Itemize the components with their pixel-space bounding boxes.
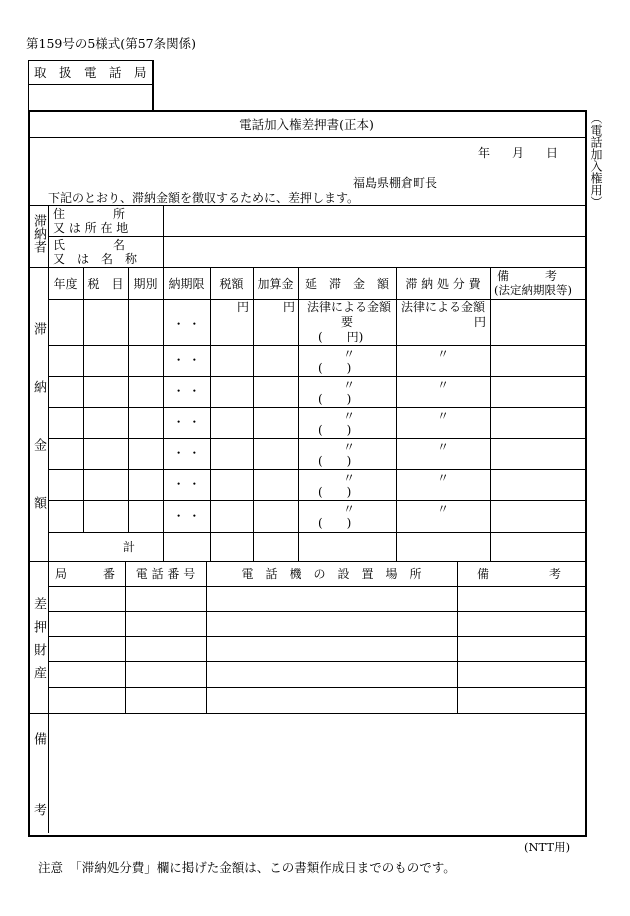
arrears-col-line — [298, 267, 299, 561]
first-row-date-dots: ・ ・ — [172, 317, 201, 331]
seized-row-line — [48, 636, 585, 637]
header-due-date: 納期限 — [168, 277, 205, 291]
row-paren: ( ) — [318, 361, 352, 375]
arrears-col-line — [210, 267, 211, 561]
title-divider — [28, 137, 585, 138]
ditto-mark: 〃 — [437, 471, 450, 485]
handling-office-divider — [28, 84, 152, 85]
taxpayer-label-divider — [163, 205, 164, 267]
arrears-total-line — [48, 532, 585, 533]
header-delinquency: 延 滞 金 額 — [304, 277, 389, 291]
seized-col-line — [457, 561, 458, 713]
arrears-section-label: 滞納金額 — [31, 322, 46, 554]
ditto-mark: 〃 — [437, 440, 450, 454]
header-install-location: 電 話 機 の 設 置 場 所 — [241, 567, 422, 581]
row-date-dots: ・ ・ — [172, 477, 201, 491]
total-label: 計 — [123, 540, 136, 554]
address-field[interactable] — [166, 207, 582, 234]
delinquency-text-3: ( 円) — [318, 330, 364, 344]
fee-text-1: 法律による金額 — [401, 300, 486, 314]
handling-office-field[interactable] — [30, 86, 148, 106]
seized-row-line — [48, 687, 585, 688]
ditto-mark: 〃 — [343, 409, 356, 423]
side-note: （電話加入権用） — [589, 112, 603, 208]
footnote: 注意 「滞納処分費」欄に掲げた金額は、この書類作成日までのものです。 — [38, 860, 456, 875]
arrears-col-line — [396, 267, 397, 561]
intro-text: 下記のとおり、滞納金額を徴収するために、差押します。 — [48, 191, 360, 205]
header-seized-remarks: 備 考 — [477, 567, 562, 581]
header-remarks-1: 備 考 — [497, 269, 558, 283]
header-surcharge: 加算金 — [257, 277, 294, 291]
tax-unit: 円 — [237, 300, 250, 314]
ntt-note: (NTT用) — [524, 840, 571, 854]
seized-col-line — [206, 561, 207, 713]
taxpayer-bottom-line — [28, 267, 585, 268]
date-day: 日 — [546, 146, 559, 160]
taxpayer-section-label: 滞納者 — [31, 214, 46, 253]
ditto-mark: 〃 — [437, 347, 450, 361]
row-paren: ( ) — [318, 392, 352, 406]
arrears-col-line — [253, 267, 254, 561]
name-label-2: 又 は 名 称 — [53, 252, 138, 266]
date-year: 年 — [478, 146, 491, 160]
arrears-col-line — [128, 267, 129, 532]
seized-section-label: 差押財産 — [31, 597, 46, 689]
seized-row-line — [48, 661, 585, 662]
ditto-mark: 〃 — [437, 409, 450, 423]
header-period: 期別 — [133, 277, 158, 291]
seized-row-line — [48, 611, 585, 612]
delinquency-text-1: 法律による金額 — [307, 300, 392, 314]
header-tax-amount: 税額 — [219, 277, 244, 291]
doc-title: 電話加入権差押書(正本) — [239, 117, 374, 132]
taxpayer-top-line — [28, 205, 585, 206]
remarks-section-label: 備考 — [31, 732, 46, 874]
ditto-mark: 〃 — [437, 502, 450, 516]
ditto-mark: 〃 — [343, 440, 356, 454]
row-date-dots: ・ ・ — [172, 415, 201, 429]
fee-text-2: 円 — [474, 315, 487, 329]
arrears-col-line — [83, 267, 84, 532]
form-number: 第159号の5様式(第57条関係) — [26, 36, 196, 51]
seized-bottom-line — [28, 713, 585, 714]
row-paren: ( ) — [318, 423, 352, 437]
ditto-mark: 〃 — [343, 502, 356, 516]
delinquency-text-2: 要 — [340, 315, 353, 329]
header-tax-item: 税 目 — [87, 277, 124, 291]
header-phone-number: 電 話 番 号 — [135, 567, 196, 581]
surcharge-unit: 円 — [283, 300, 296, 314]
remarks-field[interactable] — [52, 717, 580, 829]
date-month: 月 — [512, 146, 525, 160]
ditto-mark: 〃 — [343, 471, 356, 485]
taxpayer-mid-line — [48, 236, 585, 237]
issuer: 福島県棚倉町長 — [353, 176, 438, 190]
row-paren: ( ) — [318, 485, 352, 499]
seized-header-line — [48, 586, 585, 587]
header-office-number: 局 番 — [55, 567, 116, 581]
address-label-2: 又 は 所 在 地 — [53, 221, 129, 235]
row-date-dots: ・ ・ — [172, 446, 201, 460]
ditto-mark: 〃 — [343, 347, 356, 361]
row-date-dots: ・ ・ — [172, 353, 201, 367]
row-date-dots: ・ ・ — [172, 384, 201, 398]
row-date-dots: ・ ・ — [172, 509, 201, 523]
row-paren: ( ) — [318, 454, 352, 468]
handling-office-label: 取 扱 電 話 局 — [34, 65, 147, 80]
seized-col-line — [125, 561, 126, 713]
name-label-1: 氏 名 — [53, 238, 126, 252]
header-year: 年度 — [53, 277, 78, 291]
row-paren: ( ) — [318, 516, 352, 530]
header-disposition-fee: 滞 納 処 分 費 — [405, 277, 481, 291]
arrears-bottom-line — [28, 561, 585, 562]
ditto-mark: 〃 — [437, 378, 450, 392]
ditto-mark: 〃 — [343, 378, 356, 392]
arrears-col-line — [490, 267, 491, 561]
name-field[interactable] — [166, 238, 582, 265]
address-label-1: 住 所 — [53, 207, 126, 221]
header-remarks-2: (法定納期限等) — [494, 283, 572, 297]
